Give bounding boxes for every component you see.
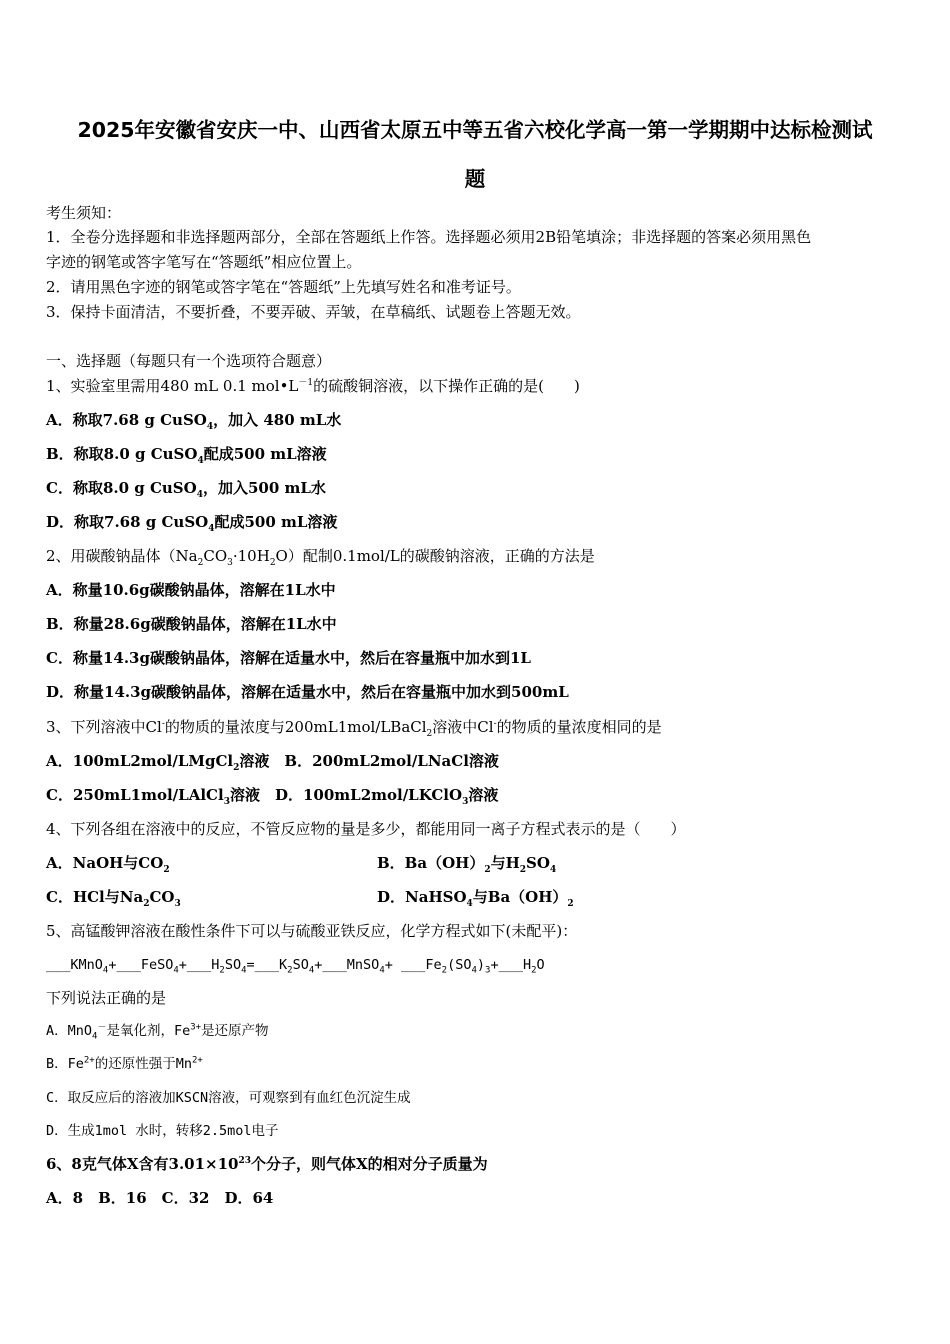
question-1-stem: 1、实验室里需用480 mL 0.1 $mol•L^{-1}$的硫酸铜溶液，以下操作正确的是( ) [46, 377, 580, 395]
notice-heading: 考生须知： [46, 204, 122, 222]
question-4-option-d: D．NaHSO$_4$与$Ba(OH)_2$ [377, 888, 574, 909]
question-2-option-d: D．称量14.3g碳酸钠晶体，溶解在适量水中，然后在容量瓶中加水到500mL [46, 683, 569, 701]
question-4-option-c: C．HCl与$Na_2CO_3$ [46, 888, 181, 909]
question-6-stem: 6、8克气体X含有$3.01\times 10^{23}$个分子，则气体X的相对分子质量为 [46, 1155, 488, 1173]
question-2-option-a: A．称量10.6g碳酸钠晶体，溶解在1L水中 [46, 581, 336, 599]
question-5-stem: 5、高锰酸钾溶液在酸性条件下可以与硫酸亚铁反应，化学方程式如下(未配平)： [46, 922, 578, 940]
notice-item: 1．全卷分选择题和非选择题两部分，全部在答题纸上作答。选择题必须用2B铅笔填涂；非选择题的答案必须用黑色 [46, 228, 812, 246]
question-2-option-c: C．称量14.3g碳酸钠晶体，溶解在适量水中，然后在容量瓶中加水到1L [46, 649, 531, 667]
notice-item: 2．请用黑色字迹的钢笔或答字笔在“答题纸”上先填写姓名和准考证号。 [46, 278, 521, 296]
question-1-option-b: B．称取8.0 g CuSO$_4$配成500 mL溶液 [46, 445, 327, 466]
question-5-option-d: D．生成1mol 水时，转移2.5mol电子 [46, 1123, 279, 1139]
question-4-options-cd [46, 887, 906, 907]
question-5-equation: $\_\_\_KMnO_4+\_\_\_FeSO_4+\_\_\_H_2SO_4=\_\_\_K_2SO_4+\_\_\_MnSO_4+$ $\_\_\_Fe_2(SO_4)_3+\_\_\_H_2O$ [46, 957, 545, 976]
question-4-option-b: B．$Ba(OH)_2$与$H_2SO_4$ [377, 854, 557, 875]
page-title-continued: 题 [464, 167, 486, 191]
page-title: 2025年安徽省安庆一中、山西省太原五中等五省六校化学高一第一学期期中达标检测试 [77, 118, 873, 142]
question-4-stem: 4、下列各组在溶液中的反应，不管反应物的量是多少，都能用同一离子方程式表示的是（ ） [46, 820, 686, 838]
question-5-option-a: A．MnO$_4$－是氧化剂，$Fe^{3+}$是还原产物 [46, 1022, 269, 1042]
question-4-options-ab [46, 853, 906, 873]
question-2-option-b: B．称量28.6g碳酸钠晶体，溶解在1L水中 [46, 615, 337, 633]
question-5-option-c: C．取反应后的溶液加KSCN溶液，可观察到有血红色沉淀生成 [46, 1090, 411, 1106]
question-5-lead: 下列说法正确的是 [46, 989, 167, 1007]
notice-item: 字迹的钢笔或答字笔写在“答题纸”相应位置上。 [46, 253, 362, 271]
question-5-option-b: B．$Fe^{2+}$的还原性强于$Mn^{2+}$ [46, 1055, 203, 1072]
question-1-option-a: A．称取7.68 g CuSO$_4$，加入 480 mL水 [46, 411, 342, 432]
question-1-option-d: D．称取7.68 g CuSO$_4$配成500 mL溶液 [46, 513, 338, 534]
question-3-options-cd: C．250mL1mol/LAlCl$_3$溶液 D．100mL2mol/LKClO$_3$溶液 [46, 786, 499, 807]
question-4-option-a: A．NaOH与$CO_2$ [46, 854, 170, 875]
question-2-stem: 2、用碳酸钠晶体$(Na_2CO_3\cdot 10H_2O)$配制0.1mol/L的碳酸钠溶液，正确的方法是 [46, 547, 595, 568]
question-1-option-c: C．称取8.0 g CuSO$_4$，加入500 mL水 [46, 479, 326, 500]
notice-item: 3．保持卡面清洁，不要折叠，不要弄破、弄皱，在草稿纸、试题卷上答题无效。 [46, 303, 581, 321]
question-3-stem: 3、下列溶液中Cl-的物质的量浓度与200mL1mol/LBaCl$_2$溶液中Cl-的物质的量浓度相同的是 [46, 718, 662, 739]
question-3-options-ab: A．100mL2mol/LMgCl$_2$溶液 B．200mL2mol/LNaCl溶液 [46, 752, 499, 773]
section-heading: 一、选择题（每题只有一个选项符合题意） [46, 352, 332, 370]
question-6-options: A．8 B．16 C．32 D．64 [46, 1189, 274, 1207]
